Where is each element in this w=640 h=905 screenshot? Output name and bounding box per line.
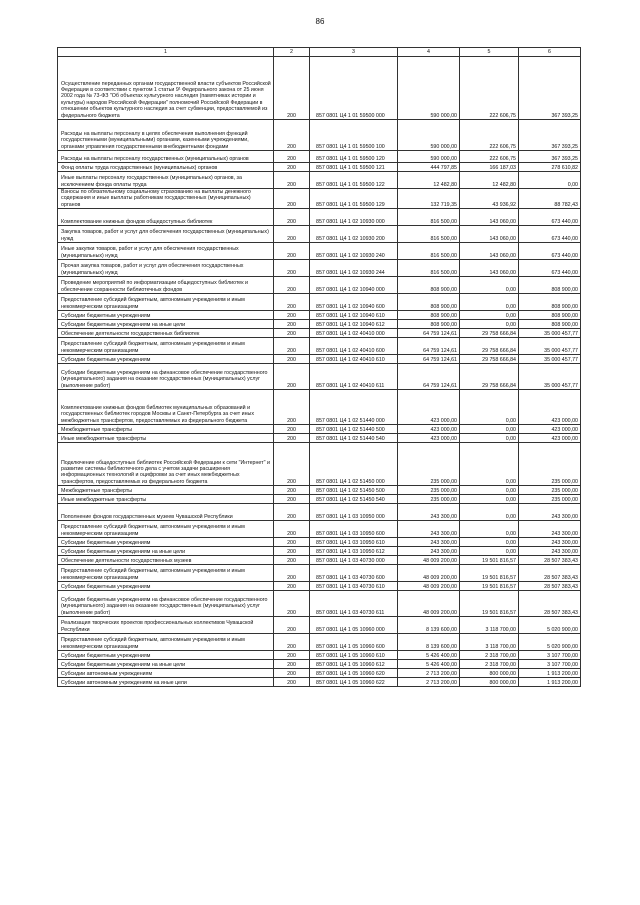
- row-approved-amount: 808 900,00: [398, 294, 460, 311]
- row-approved-amount: 48 009 200,00: [398, 582, 460, 591]
- row-name: Взносы по обязательному социальному страхованию на выплаты денежного содержания и иные выплаты работникам государственных (муниципальных) органов: [58, 189, 274, 209]
- row-executed-amount: 0,00: [460, 434, 519, 443]
- table-row: [58, 260, 581, 277]
- row-remaining-amount: 3 107 700,00: [519, 660, 581, 669]
- row-group-code: 200: [274, 504, 310, 521]
- row-executed-amount: 2 318 700,00: [460, 651, 519, 660]
- table-row: [58, 669, 581, 678]
- row-name: Проведение мероприятий по информатизации общедоступных библиотек и обеспечение сохранности библиотечных фондов: [58, 277, 274, 294]
- row-budget-code: 857 0801 Ц4 1 01 59500 100: [310, 120, 398, 151]
- row-group-code: 200: [274, 329, 310, 338]
- row-name: Обеспечение деятельности государственных музеев: [58, 556, 274, 565]
- row-name: Обеспечение деятельности государственных библиотек: [58, 329, 274, 338]
- row-remaining-amount: 673 440,00: [519, 243, 581, 260]
- row-group-code: 200: [274, 617, 310, 634]
- row-name: Субсидии бюджетным учреждениям: [58, 538, 274, 547]
- row-approved-amount: 5 426 400,00: [398, 660, 460, 669]
- row-budget-code: 857 0801 Ц4 1 02 10940 610: [310, 311, 398, 320]
- row-executed-amount: 19 501 816,57: [460, 582, 519, 591]
- row-budget-code: 857 0801 Ц4 1 02 10940 000: [310, 277, 398, 294]
- row-budget-code: 857 0801 Ц4 1 02 51450 500: [310, 486, 398, 495]
- row-remaining-amount: 5 020 900,00: [519, 634, 581, 651]
- row-approved-amount: 423 000,00: [398, 390, 460, 425]
- row-executed-amount: 0,00: [460, 443, 519, 486]
- table-row: [58, 320, 581, 329]
- row-budget-code: 857 0801 Ц4 1 02 10940 600: [310, 294, 398, 311]
- row-approved-amount: 2 713 200,00: [398, 678, 460, 687]
- row-executed-amount: 0,00: [460, 277, 519, 294]
- row-approved-amount: 816 500,00: [398, 243, 460, 260]
- row-executed-amount: 0,00: [460, 390, 519, 425]
- row-budget-code: 857 0801 Ц4 1 02 40410 000: [310, 329, 398, 338]
- table-row: [58, 521, 581, 538]
- table-row: [58, 294, 581, 311]
- row-executed-amount: 0,00: [460, 311, 519, 320]
- table-row: [58, 172, 581, 189]
- row-budget-code: 857 0801 Ц4 1 02 10930 240: [310, 243, 398, 260]
- row-budget-code: 857 0801 Ц4 1 01 59500 121: [310, 163, 398, 172]
- row-executed-amount: 19 501 816,57: [460, 591, 519, 617]
- row-group-code: 200: [274, 120, 310, 151]
- column-header: 2: [274, 48, 310, 57]
- row-budget-code: 857 0801 Ц4 1 01 59500 000: [310, 57, 398, 120]
- row-approved-amount: 48 009 200,00: [398, 556, 460, 565]
- row-executed-amount: 800 000,00: [460, 669, 519, 678]
- row-approved-amount: 590 000,00: [398, 57, 460, 120]
- row-remaining-amount: 1 913 200,00: [519, 678, 581, 687]
- row-approved-amount: 64 759 124,61: [398, 338, 460, 355]
- row-budget-code: 857 0801 Ц4 1 02 10930 200: [310, 226, 398, 243]
- page-number: 86: [315, 17, 325, 26]
- row-name: Субсидии автономным учреждениям на иные цели: [58, 678, 274, 687]
- table-row: [58, 425, 581, 434]
- row-name: Субсидии бюджетным учреждениям на иные цели: [58, 547, 274, 556]
- row-name: Субсидии бюджетным учреждениям: [58, 651, 274, 660]
- row-group-code: 200: [274, 294, 310, 311]
- table-row: [58, 163, 581, 172]
- row-group-code: 200: [274, 338, 310, 355]
- row-name: Иные закупки товаров, работ и услуг для обеспечения государственных (муниципальных) нужд: [58, 243, 274, 260]
- row-name: Осуществление переданных органам государственной власти субъектов Российской Федерации в соответствии с пунктом 1 статьи 9¹ Федерального закона от 25 июня 2002 года № 73-ФЗ "Об объектах культурного наследия (памятниках истории и культуры) народов Российской Федерации" полномочий Российской Федерации в отношении объектов культурного наследия за счет субвенции, предоставляемой из федерального бюджета: [58, 57, 274, 120]
- row-group-code: 200: [274, 57, 310, 120]
- row-group-code: 200: [274, 243, 310, 260]
- row-approved-amount: 132 719,35: [398, 189, 460, 209]
- row-name: Субсидии бюджетным учреждениям: [58, 311, 274, 320]
- row-remaining-amount: 243 300,00: [519, 538, 581, 547]
- row-budget-code: 857 0801 Ц4 1 02 40410 610: [310, 355, 398, 364]
- row-group-code: 200: [274, 547, 310, 556]
- row-executed-amount: 12 482,80: [460, 172, 519, 189]
- row-budget-code: 857 0801 Ц4 1 02 51450 540: [310, 495, 398, 504]
- table-row: [58, 443, 581, 486]
- row-name: Комплектование книжных фондов общедоступных библиотек: [58, 209, 274, 226]
- row-executed-amount: 166 187,03: [460, 163, 519, 172]
- row-executed-amount: 29 758 666,84: [460, 338, 519, 355]
- table-row: [58, 678, 581, 687]
- row-executed-amount: 0,00: [460, 521, 519, 538]
- row-remaining-amount: 1 913 200,00: [519, 669, 581, 678]
- table-row: [58, 556, 581, 565]
- row-executed-amount: 800 000,00: [460, 678, 519, 687]
- row-name: Предоставление субсидий бюджетным, автономным учреждениям и иным некоммерческим организациям: [58, 565, 274, 582]
- row-approved-amount: 808 900,00: [398, 311, 460, 320]
- row-budget-code: 857 0801 Ц4 1 02 51450 000: [310, 443, 398, 486]
- row-budget-code: 857 0801 Ц4 1 03 10950 000: [310, 504, 398, 521]
- row-approved-amount: 243 300,00: [398, 538, 460, 547]
- row-approved-amount: 48 009 200,00: [398, 565, 460, 582]
- column-header: 5: [460, 48, 519, 57]
- row-approved-amount: 12 482,80: [398, 172, 460, 189]
- row-executed-amount: 0,00: [460, 504, 519, 521]
- row-executed-amount: 19 501 816,57: [460, 556, 519, 565]
- row-name: Реализация творческих проектов профессиональных коллективов Чувашской Республики: [58, 617, 274, 634]
- row-budget-code: 857 0801 Ц4 1 03 10950 600: [310, 521, 398, 538]
- row-remaining-amount: 243 300,00: [519, 504, 581, 521]
- row-approved-amount: 8 139 600,00: [398, 617, 460, 634]
- row-budget-code: 857 0801 Ц4 1 05 10960 000: [310, 617, 398, 634]
- row-remaining-amount: 0,00: [519, 172, 581, 189]
- row-executed-amount: 3 118 700,00: [460, 634, 519, 651]
- row-group-code: 200: [274, 151, 310, 163]
- row-remaining-amount: 808 900,00: [519, 277, 581, 294]
- row-group-code: 200: [274, 260, 310, 277]
- row-name: Субсидии бюджетным учреждениям на финансовое обеспечение государственного (муниципального) задания на оказание государственных (муниципальных) услуг (выполнение работ): [58, 591, 274, 617]
- row-name: Расходы на выплаты персоналу государственных (муниципальных) органов: [58, 151, 274, 163]
- table-row: [58, 565, 581, 582]
- row-budget-code: 857 0801 Ц4 1 03 40730 000: [310, 556, 398, 565]
- row-budget-code: 857 0801 Ц4 1 03 10950 610: [310, 538, 398, 547]
- row-remaining-amount: 28 507 383,43: [519, 556, 581, 565]
- row-remaining-amount: 235 000,00: [519, 443, 581, 486]
- row-group-code: 200: [274, 390, 310, 425]
- row-name: Предоставление субсидий бюджетным, автономным учреждениям и иным некоммерческим организациям: [58, 294, 274, 311]
- table-row: [58, 209, 581, 226]
- row-group-code: 200: [274, 443, 310, 486]
- row-budget-code: 857 0801 Ц4 1 01 59500 120: [310, 151, 398, 163]
- row-name: Субсидии бюджетным учреждениям на финансовое обеспечение государственного (муниципального) задания на оказание государственных (муниципальных) услуг (выполнение работ): [58, 364, 274, 390]
- row-name: Иные межбюджетные трансферты: [58, 434, 274, 443]
- row-group-code: 200: [274, 556, 310, 565]
- table-row: [58, 617, 581, 634]
- row-approved-amount: 816 500,00: [398, 209, 460, 226]
- row-executed-amount: 43 936,92: [460, 189, 519, 209]
- table-row: [58, 547, 581, 556]
- row-group-code: 200: [274, 495, 310, 504]
- row-name: Межбюджетные трансферты: [58, 486, 274, 495]
- row-approved-amount: 816 500,00: [398, 260, 460, 277]
- row-budget-code: 857 0801 Ц4 1 01 59500 122: [310, 172, 398, 189]
- row-approved-amount: 235 000,00: [398, 486, 460, 495]
- row-group-code: 200: [274, 355, 310, 364]
- row-approved-amount: 5 426 400,00: [398, 651, 460, 660]
- column-header: 4: [398, 48, 460, 57]
- table-row: [58, 495, 581, 504]
- row-name: Фонд оплаты труда государственных (муниципальных) органов: [58, 163, 274, 172]
- row-group-code: 200: [274, 172, 310, 189]
- row-approved-amount: 423 000,00: [398, 434, 460, 443]
- row-budget-code: 857 0801 Ц4 1 03 40730 611: [310, 591, 398, 617]
- column-header: 6: [519, 48, 581, 57]
- row-remaining-amount: 28 507 383,43: [519, 582, 581, 591]
- row-group-code: 200: [274, 538, 310, 547]
- row-group-code: 200: [274, 364, 310, 390]
- row-remaining-amount: 235 000,00: [519, 495, 581, 504]
- table-row: [58, 189, 581, 209]
- row-budget-code: 857 0801 Ц4 1 05 10960 600: [310, 634, 398, 651]
- row-approved-amount: 64 759 124,61: [398, 329, 460, 338]
- row-name: Субсидии автономным учреждениям: [58, 669, 274, 678]
- row-approved-amount: 808 900,00: [398, 320, 460, 329]
- row-remaining-amount: 423 000,00: [519, 425, 581, 434]
- row-executed-amount: 0,00: [460, 495, 519, 504]
- table-row: [58, 634, 581, 651]
- row-approved-amount: 2 713 200,00: [398, 669, 460, 678]
- row-executed-amount: 0,00: [460, 547, 519, 556]
- table-row: [58, 390, 581, 425]
- row-remaining-amount: 278 610,82: [519, 163, 581, 172]
- row-approved-amount: 48 009 200,00: [398, 591, 460, 617]
- row-approved-amount: 243 300,00: [398, 547, 460, 556]
- row-group-code: 200: [274, 189, 310, 209]
- row-group-code: 200: [274, 320, 310, 329]
- row-remaining-amount: 808 900,00: [519, 311, 581, 320]
- row-budget-code: 857 0801 Ц4 1 05 10960 612: [310, 660, 398, 669]
- table-row: [58, 57, 581, 120]
- row-approved-amount: 235 000,00: [398, 495, 460, 504]
- row-remaining-amount: 808 900,00: [519, 294, 581, 311]
- row-name: Субсидии бюджетным учреждениям на иные цели: [58, 660, 274, 669]
- table-row: [58, 538, 581, 547]
- row-executed-amount: 143 060,00: [460, 226, 519, 243]
- row-name: Предоставление субсидий бюджетным, автономным учреждениям и иным некоммерческим организациям: [58, 521, 274, 538]
- row-name: Подключение общедоступных библиотек Российской Федерации к сети "Интернет" и развитие системы библиотечного дела с учетом задачи расширения информационных технологий и оцифровки за счет иных межбюджетных трансфертов, предоставляемых из федерального бюджета: [58, 443, 274, 486]
- row-remaining-amount: 3 107 700,00: [519, 651, 581, 660]
- row-approved-amount: 8 139 600,00: [398, 634, 460, 651]
- row-executed-amount: 143 060,00: [460, 243, 519, 260]
- row-remaining-amount: 243 300,00: [519, 547, 581, 556]
- row-approved-amount: 808 900,00: [398, 277, 460, 294]
- row-executed-amount: 29 758 666,84: [460, 329, 519, 338]
- row-group-code: 200: [274, 209, 310, 226]
- row-group-code: 200: [274, 434, 310, 443]
- table-row: [58, 582, 581, 591]
- row-budget-code: 857 0801 Ц4 1 02 51440 000: [310, 390, 398, 425]
- row-remaining-amount: 673 440,00: [519, 260, 581, 277]
- row-group-code: 200: [274, 521, 310, 538]
- row-approved-amount: 243 300,00: [398, 521, 460, 538]
- row-remaining-amount: 35 000 457,77: [519, 364, 581, 390]
- row-group-code: 200: [274, 582, 310, 591]
- row-remaining-amount: 423 000,00: [519, 390, 581, 425]
- row-budget-code: 857 0801 Ц4 1 02 10930 000: [310, 209, 398, 226]
- table-row: [58, 338, 581, 355]
- row-executed-amount: 222 606,75: [460, 120, 519, 151]
- row-remaining-amount: 5 020 900,00: [519, 617, 581, 634]
- row-executed-amount: 2 318 700,00: [460, 660, 519, 669]
- row-budget-code: 857 0801 Ц4 1 02 51440 500: [310, 425, 398, 434]
- row-executed-amount: 0,00: [460, 538, 519, 547]
- table-row: [58, 151, 581, 163]
- row-name: Субсидии бюджетным учреждениям: [58, 582, 274, 591]
- row-group-code: 200: [274, 678, 310, 687]
- row-remaining-amount: 367 393,25: [519, 120, 581, 151]
- row-budget-code: 857 0801 Ц4 1 03 40730 600: [310, 565, 398, 582]
- row-approved-amount: 235 000,00: [398, 443, 460, 486]
- row-remaining-amount: 673 440,00: [519, 209, 581, 226]
- row-remaining-amount: 28 507 383,43: [519, 565, 581, 582]
- row-budget-code: 857 0801 Ц4 1 03 10950 612: [310, 547, 398, 556]
- row-group-code: 200: [274, 591, 310, 617]
- row-group-code: 200: [274, 163, 310, 172]
- row-budget-code: 857 0801 Ц4 1 02 51440 540: [310, 434, 398, 443]
- table-row: [58, 434, 581, 443]
- row-budget-code: 857 0801 Ц4 1 02 40410 611: [310, 364, 398, 390]
- row-remaining-amount: 367 393,25: [519, 151, 581, 163]
- row-executed-amount: 3 118 700,00: [460, 617, 519, 634]
- table-row: [58, 243, 581, 260]
- row-group-code: 200: [274, 660, 310, 669]
- row-approved-amount: 64 759 124,61: [398, 364, 460, 390]
- row-name: Предоставление субсидий бюджетным, автономным учреждениям и иным некоммерческим организациям: [58, 338, 274, 355]
- table-row: [58, 277, 581, 294]
- row-remaining-amount: 673 440,00: [519, 226, 581, 243]
- row-remaining-amount: 28 507 383,43: [519, 591, 581, 617]
- row-approved-amount: 64 759 124,61: [398, 355, 460, 364]
- row-executed-amount: 143 060,00: [460, 209, 519, 226]
- table-row: [58, 226, 581, 243]
- row-name: Предоставление субсидий бюджетным, автономным учреждениям и иным некоммерческим организациям: [58, 634, 274, 651]
- row-approved-amount: 590 000,00: [398, 151, 460, 163]
- row-remaining-amount: 423 000,00: [519, 434, 581, 443]
- row-remaining-amount: 88 782,43: [519, 189, 581, 209]
- row-group-code: 200: [274, 425, 310, 434]
- row-executed-amount: 143 060,00: [460, 260, 519, 277]
- row-executed-amount: 29 758 666,84: [460, 355, 519, 364]
- table-row: [58, 504, 581, 521]
- row-approved-amount: 590 000,00: [398, 120, 460, 151]
- row-name: Субсидии бюджетным учреждениям на иные цели: [58, 320, 274, 329]
- row-group-code: 200: [274, 669, 310, 678]
- row-approved-amount: 423 000,00: [398, 425, 460, 434]
- row-approved-amount: 444 797,85: [398, 163, 460, 172]
- row-group-code: 200: [274, 311, 310, 320]
- row-name: Прочая закупка товаров, работ и услуг для обеспечения государственных (муниципальных) нужд: [58, 260, 274, 277]
- row-group-code: 200: [274, 634, 310, 651]
- row-name: Комплектование книжных фондов библиотек муниципальных образований и государственных библиотек городов Москвы и Санкт-Петербурга за счет иных межбюджетных трансфертов, предоставляемых из федерального бюджета: [58, 390, 274, 425]
- row-remaining-amount: 35 000 457,77: [519, 329, 581, 338]
- row-approved-amount: 816 500,00: [398, 226, 460, 243]
- row-name: Пополнение фондов государственных музеев Чувашской Республики: [58, 504, 274, 521]
- row-remaining-amount: 808 900,00: [519, 320, 581, 329]
- table-row: [58, 355, 581, 364]
- row-name: Межбюджетные трансферты: [58, 425, 274, 434]
- row-budget-code: 857 0801 Ц4 1 05 10960 610: [310, 651, 398, 660]
- table-row: [58, 660, 581, 669]
- row-remaining-amount: 35 000 457,77: [519, 355, 581, 364]
- row-name: Расходы на выплаты персоналу в целях обеспечения выполнения функций государственными (муниципальными) органами, казенными учреждениями, органами управления государственными внебюджетными фондами: [58, 120, 274, 151]
- row-budget-code: 857 0801 Ц4 1 05 10960 622: [310, 678, 398, 687]
- table-header-row: [58, 48, 581, 57]
- row-executed-amount: 222 606,75: [460, 57, 519, 120]
- row-executed-amount: 0,00: [460, 425, 519, 434]
- row-executed-amount: 19 501 816,57: [460, 565, 519, 582]
- row-group-code: 200: [274, 277, 310, 294]
- table-row: [58, 591, 581, 617]
- row-group-code: 200: [274, 486, 310, 495]
- table-row: [58, 486, 581, 495]
- row-budget-code: 857 0801 Ц4 1 05 10960 620: [310, 669, 398, 678]
- row-name: Иные межбюджетные трансферты: [58, 495, 274, 504]
- row-executed-amount: 0,00: [460, 320, 519, 329]
- row-name: Иные выплаты персоналу государственных (муниципальных) органов, за исключением фонда оплаты труда: [58, 172, 274, 189]
- table-row: [58, 329, 581, 338]
- budget-table: [57, 47, 581, 687]
- row-remaining-amount: 35 000 457,77: [519, 338, 581, 355]
- column-header: 1: [58, 48, 274, 57]
- table-row: [58, 364, 581, 390]
- row-remaining-amount: 235 000,00: [519, 486, 581, 495]
- table-row: [58, 311, 581, 320]
- row-executed-amount: 0,00: [460, 486, 519, 495]
- row-approved-amount: 243 300,00: [398, 504, 460, 521]
- row-budget-code: 857 0801 Ц4 1 03 40730 610: [310, 582, 398, 591]
- row-group-code: 200: [274, 226, 310, 243]
- row-name: Субсидии бюджетным учреждениям: [58, 355, 274, 364]
- row-remaining-amount: 367 393,25: [519, 57, 581, 120]
- row-executed-amount: 29 758 666,84: [460, 364, 519, 390]
- row-executed-amount: 0,00: [460, 294, 519, 311]
- row-group-code: 200: [274, 651, 310, 660]
- row-group-code: 200: [274, 565, 310, 582]
- row-name: Закупка товаров, работ и услуг для обеспечения государственных (муниципальных) нужд: [58, 226, 274, 243]
- row-executed-amount: 222 606,75: [460, 151, 519, 163]
- table-row: [58, 651, 581, 660]
- row-budget-code: 857 0801 Ц4 1 01 59500 129: [310, 189, 398, 209]
- row-remaining-amount: 243 300,00: [519, 521, 581, 538]
- column-header: 3: [310, 48, 398, 57]
- row-budget-code: 857 0801 Ц4 1 02 10930 244: [310, 260, 398, 277]
- row-budget-code: 857 0801 Ц4 1 02 40410 600: [310, 338, 398, 355]
- table-row: [58, 120, 581, 151]
- row-budget-code: 857 0801 Ц4 1 02 10940 612: [310, 320, 398, 329]
